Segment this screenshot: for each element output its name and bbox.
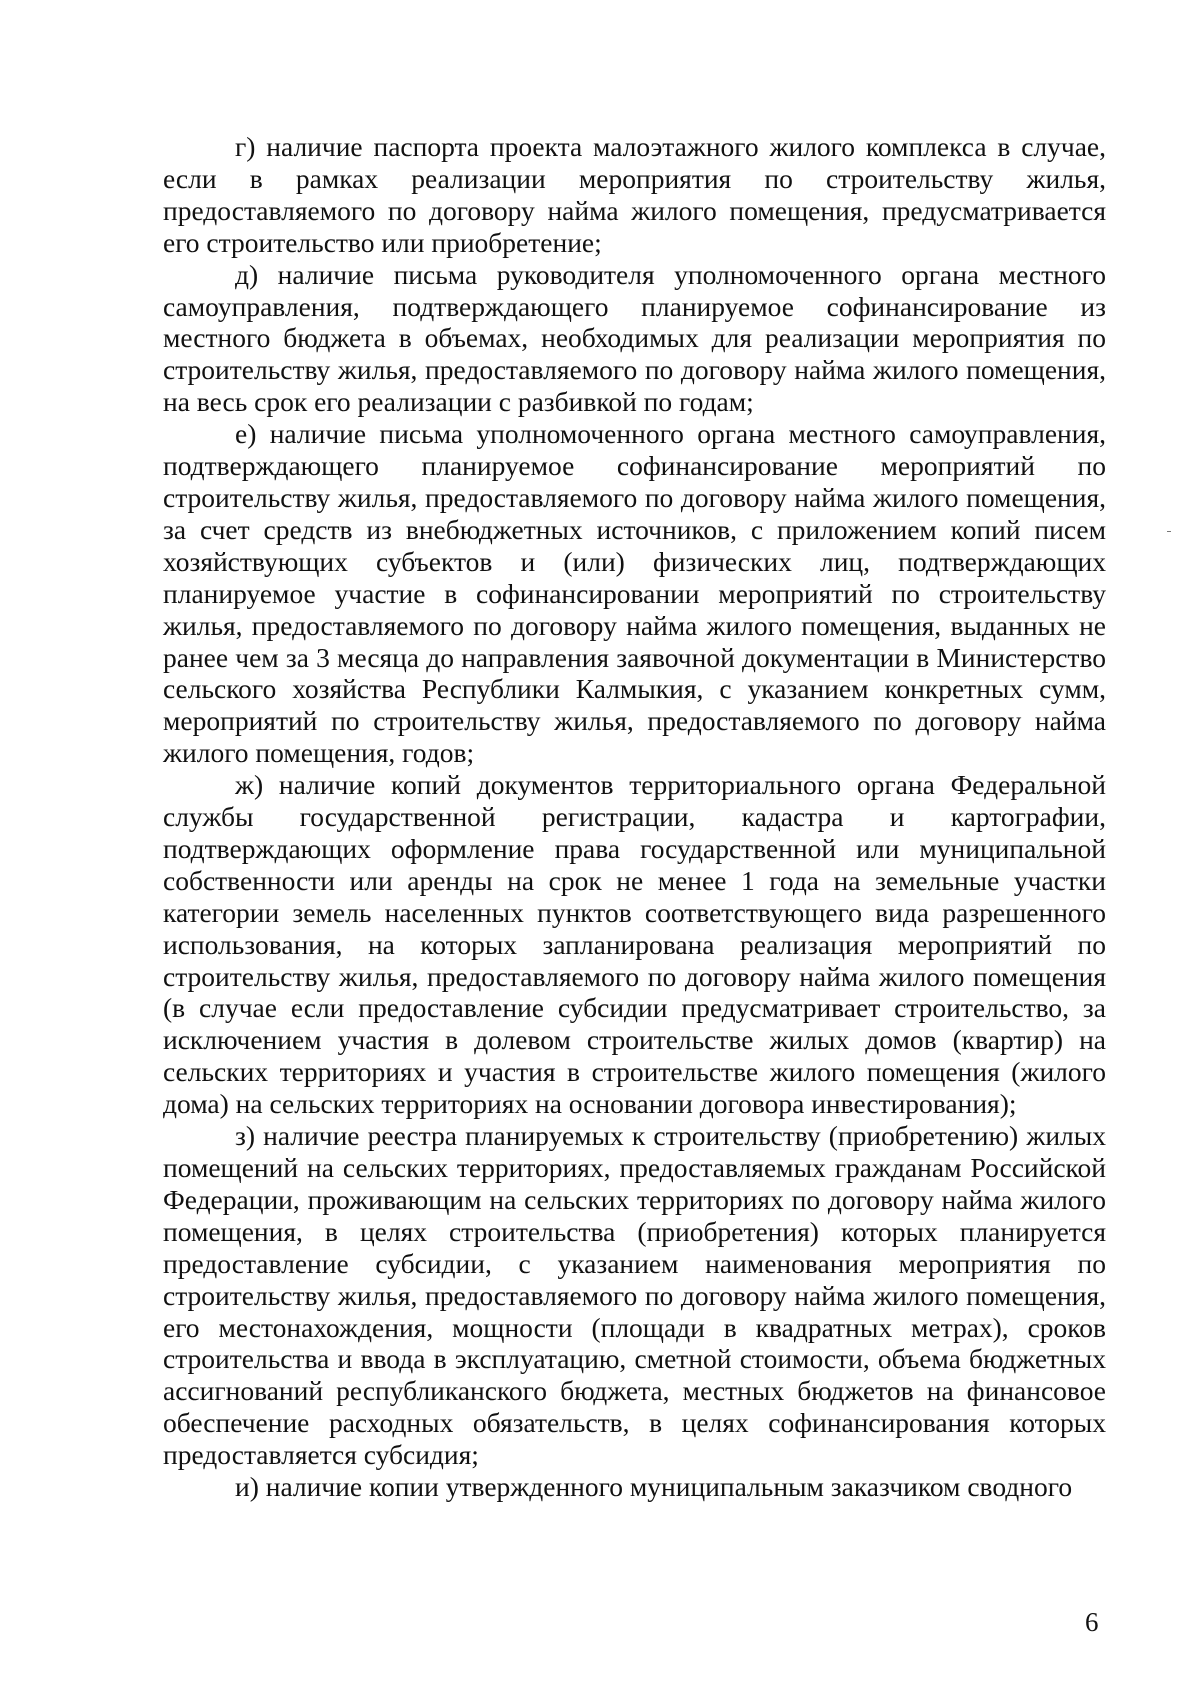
paragraph-d: д) наличие письма руководителя уполномоченного органа местного самоуправления, подтверждающего планируемое софинансирование из местного бюджета в объемах, необходимых для реализации мероприятия по строительству жилья, предоставляемого по договору найма жилого помещения, на весь срок его реализации с разбивкой по годам; bbox=[163, 258, 1106, 418]
paragraph-i: и) наличие копии утвержденного муниципальным заказчиком сводного bbox=[235, 1471, 1073, 1503]
scan-speck bbox=[1167, 531, 1171, 532]
paragraph-g: г) наличие паспорта проекта малоэтажного жилого комплекса в случае, если в рамках реализации мероприятия по строительству жилья, предоставляемого по договору найма жилого помещения, предусматривается его строительство или приобретение; bbox=[163, 131, 1106, 258]
paragraph-e: е) наличие письма уполномоченного органа местного самоуправления, подтверждающего планируемое софинансирование мероприятий по строительству жилья, предоставляемого по договору найма жилого помещения, за счет средств из внебюджетных источников, с приложением копий писем хозяйствующих субъектов и (или) физических лиц, подтверждающих планируемое участие в софинансировании мероприятий по строительству жилья, предоставляемого по договору найма жилого помещения, выданных не ранее чем за 3 месяца до направления заявочной документации в Министерство сельского хозяйства Республики Калмыкия, с указанием конкретных сумм, мероприятий по строительству жилья, предоставляемого по договору найма жилого помещения, годов; bbox=[163, 418, 1106, 769]
paragraph-zh: ж) наличие копий документов территориального органа Федеральной службы государственной регистрации, кадастра и картографии, подтверждающих оформление права государственной или муниципальной собственности или аренды на срок не менее 1 года на земельные участки категории земель населенных пунктов соответствующего вида разрешенного использования, на которых запланирована реализация мероприятий по строительству жилья, предоставляемого по договору найма жилого помещения (в случае если предоставление субсидии предусматривает строительство, за исключением участия в долевом строительстве жилых домов (квартир) на сельских территориях и участия в строительстве жилого помещения (жилого дома) на сельских территориях на основании договора инвестирования); bbox=[163, 769, 1106, 1120]
paragraph-z: з) наличие реестра планируемых к строительству (приобретению) жилых помещений на сельских территориях, предоставляемых гражданам Российской Федерации, проживающим на сельских территориях по договору найма жилого помещения, в целях строительства (приобретения) которых планируется предоставление субсидии, с указанием наименования мероприятия по строительству жилья, предоставляемого по договору найма жилого помещения, его местонахождения, мощности (площади в квадратных метрах), сроков строительства и ввода в эксплуатацию, сметной стоимости, объема бюджетных ассигнований республиканского бюджета, местных бюджетов на финансовое обеспечение расходных обязательств, в целях софинансирования которых предоставляется субсидия; bbox=[163, 1120, 1106, 1471]
document-body bbox=[163, 131, 1106, 1503]
page-number: 6 bbox=[1085, 1607, 1099, 1637]
